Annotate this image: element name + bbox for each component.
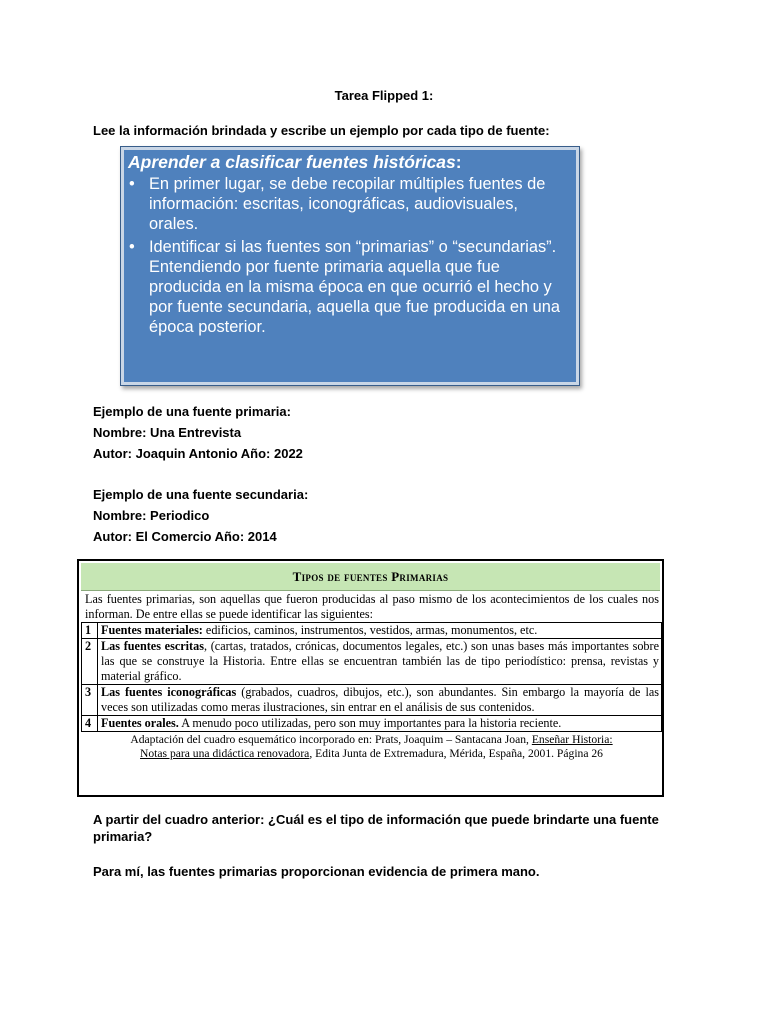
row-number: 4 xyxy=(82,716,98,732)
table-row xyxy=(82,639,662,685)
row-text xyxy=(98,623,662,639)
row-number: 1 xyxy=(82,623,98,639)
question-text: A partir del cuadro anterior: ¿Cuál es el tipo de información que puede brindarte una fuente primaria? xyxy=(93,812,659,844)
secondary-example-name: Nombre: Periodico xyxy=(93,508,210,523)
table-header: Tipos de fuentes Primarias xyxy=(81,563,660,591)
info-box-heading-text: Aprender a clasificar fuentes históricas xyxy=(128,152,456,172)
caption-book-title: Enseñar Historia: xyxy=(531,733,613,746)
table-row xyxy=(82,716,662,732)
primary-sources-table xyxy=(77,559,664,797)
info-box-heading xyxy=(128,151,571,173)
row-term: Fuentes materiales: xyxy=(101,623,203,637)
info-bullet: • Identificar si las fuentes son “primarias” o “secundarias”. Entendiendo por fuente primaria aquella que fue producida en la misma época en que ocurrió el hecho y por fuente secundaria, aquella que fue producida en una época posterior. xyxy=(142,237,571,338)
row-term: Las fuentes escritas xyxy=(101,639,204,653)
info-bullet: • En primer lugar, se debe recopilar múltiples fuentes de información: escritas, iconográficas, audiovisuales, orales. xyxy=(142,174,571,235)
primary-example-name: Nombre: Una Entrevista xyxy=(93,425,242,440)
table-row xyxy=(82,623,662,639)
row-description: (grabados, cuadros, dibujos, etc.), son abundantes. Sin embargo la mayoría de las veces son utilizadas como meras ilustraciones, sin entrar en el análisis de sus contenidos. xyxy=(101,685,660,714)
table-caption xyxy=(81,732,662,761)
sources-list xyxy=(81,622,662,732)
caption-publisher: , Edita Junta de Extremadura, Mérida, España, 2001. Página 26 xyxy=(309,747,603,760)
row-number: 3 xyxy=(82,685,98,716)
info-box-heading-colon: : xyxy=(455,152,462,172)
info-box xyxy=(120,146,580,386)
instruction-text: Lee la información brindada y escribe un ejemplo por cada tipo de fuente: xyxy=(93,123,550,138)
table-row xyxy=(82,685,662,716)
primary-example-author: Autor: Joaquin Antonio Año: 2022 xyxy=(93,446,303,461)
table-body xyxy=(81,591,662,761)
primary-example-heading: Ejemplo de una fuente primaria: xyxy=(93,404,291,419)
row-number: 2 xyxy=(82,639,98,685)
row-description: , (cartas, tratados, crónicas, documentos legales, etc.) son unas bases más importantes sobre las que se construye la Historia. Entre ellas se encuentran también las de tipo periodístico: prensa, revistas y material gráfico. xyxy=(101,639,659,683)
caption-book-subtitle: Notas para una didáctica renovadora xyxy=(140,747,310,760)
row-term: Las fuentes iconográficas xyxy=(101,685,237,699)
secondary-example-heading: Ejemplo de una fuente secundaria: xyxy=(93,487,309,502)
row-text xyxy=(98,685,662,716)
row-text xyxy=(98,716,662,732)
table-intro: Las fuentes primarias, son aquellas que fueron producidas al paso mismo de los acontecimientos de los cuales nos informan. De entre ellas se puede identificar las siguientes: xyxy=(85,592,659,621)
caption-text: Adaptación del cuadro esquemático incorporado en: Prats, Joaquim – Santacana Joan, xyxy=(130,733,532,746)
answer-text: Para mí, las fuentes primarias proporcionan evidencia de primera mano. xyxy=(93,864,540,879)
row-description: A menudo poco utilizadas, pero son muy importantes para la historia reciente. xyxy=(178,716,562,730)
row-term: Fuentes orales. xyxy=(101,716,179,730)
row-text xyxy=(98,639,662,685)
row-description: edificios, caminos, instrumentos, vestidos, armas, monumentos, etc. xyxy=(202,623,538,637)
primary-example xyxy=(93,401,303,464)
info-box-list xyxy=(128,174,571,338)
secondary-example-author: Autor: El Comercio Año: 2014 xyxy=(93,529,277,544)
page-title: Tarea Flipped 1: xyxy=(334,88,434,103)
secondary-example xyxy=(93,484,308,547)
